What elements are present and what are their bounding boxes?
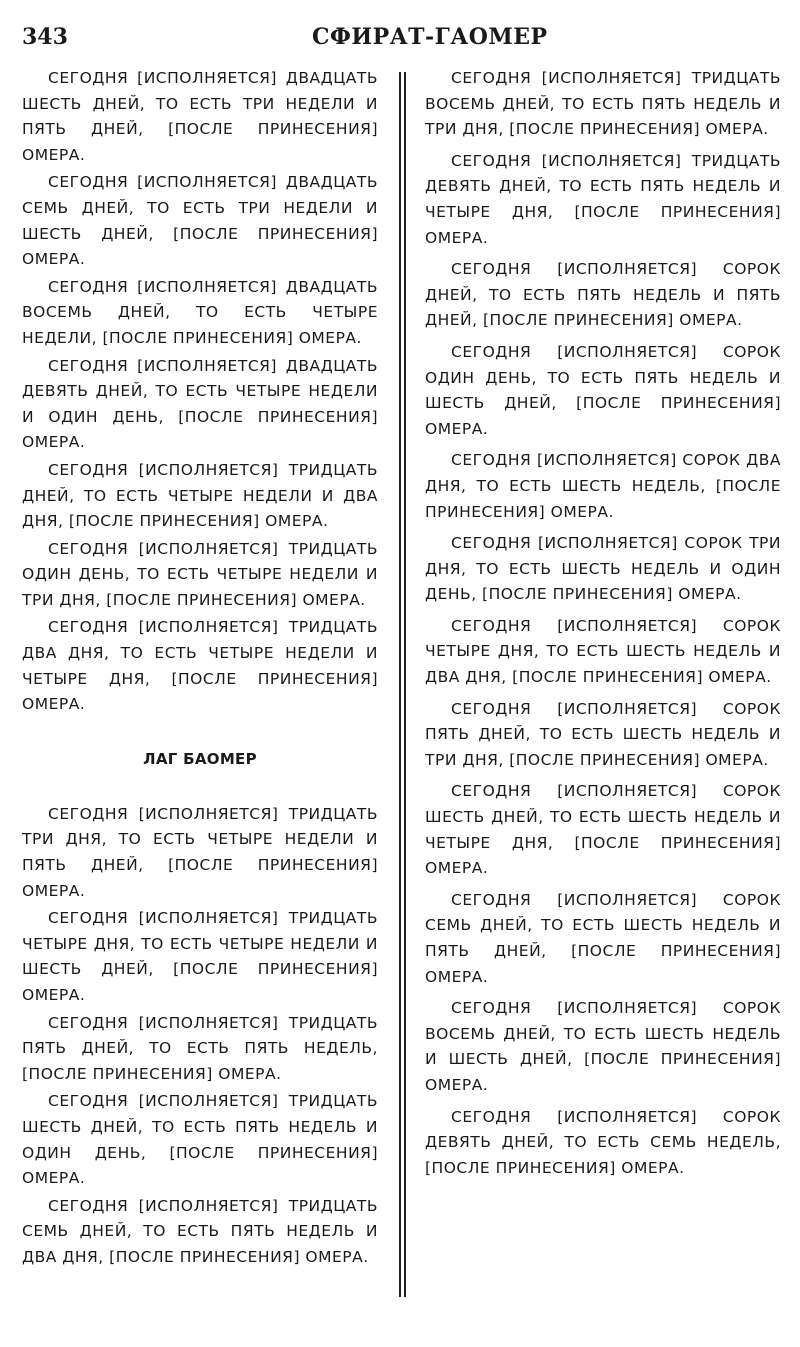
count-paragraph: СЕГОДНЯ [ИСПОЛНЯЕТСЯ] ТРИДЦАТЬ СЕМЬ ДНЕЙ, ТО ЕСТЬ ПЯТЬ НЕДЕЛЬ И ДВА ДНЯ, [ПОСЛЕ ПРИНЕСЕНИЯ] ОМЕРА. — [22, 1196, 378, 1266]
count-paragraph: СЕГОДНЯ [ИСПОЛНЯЕТСЯ] ТРИДЦАТЬ ДНЕЙ, ТО ЕСТЬ ЧЕТЫРЕ НЕДЕЛИ И ДВА ДНЯ, [ПОСЛЕ ПРИНЕСЕНИЯ] ОМЕРА. — [22, 460, 378, 531]
count-paragraph: СЕГОДНЯ [ИСПОЛНЯЕТСЯ] СОРОК ДВА ДНЯ, ТО ЕСТЬ ШЕСТЬ НЕДЕЛЬ, [ПОСЛЕ ПРИНЕСЕНИЯ] ОМЕРА. — [425, 451, 781, 521]
count-paragraph: СЕГОДНЯ [ИСПОЛНЯЕТСЯ] СОРОК ДНЕЙ, ТО ЕСТЬ ПЯТЬ НЕДЕЛЬ И ПЯТЬ ДНЕЙ, [ПОСЛЕ ПРИНЕСЕНИЯ] ОМЕРА. — [425, 260, 781, 330]
running-title: СФИРАТ-ГАОМЕР — [312, 24, 548, 50]
count-paragraph: СЕГОДНЯ [ИСПОЛНЯЕТСЯ] СОРОК ДЕВЯТЬ ДНЕЙ, ТО ЕСТЬ СЕМЬ НЕДЕЛЬ, [ПОСЛЕ ПРИНЕСЕНИЯ] ОМЕРА. — [425, 1107, 781, 1177]
count-paragraph: СЕГОДНЯ [ИСПОЛНЯЕТСЯ] ТРИДЦАТЬ ДВА ДНЯ, ТО ЕСТЬ ЧЕТЫРЕ НЕДЕЛИ И ЧЕТЫРЕ ДНЯ, [ПОСЛЕ ПРИНЕСЕНИЯ] ОМЕРА. — [22, 618, 378, 714]
count-paragraph: СЕГОДНЯ [ИСПОЛНЯЕТСЯ] СОРОК ТРИ ДНЯ, ТО ЕСТЬ ШЕСТЬ НЕДЕЛЬ И ОДИН ДЕНЬ, [ПОСЛЕ ПРИНЕСЕНИЯ] ОМЕРА. — [425, 534, 781, 604]
count-paragraph: СЕГОДНЯ [ИСПОЛНЯЕТСЯ] ДВАДЦАТЬ ВОСЕМЬ ДНЕЙ, ТО ЕСТЬ ЧЕТЫРЕ НЕДЕЛИ, [ПОСЛЕ ПРИНЕСЕНИЯ] ОМЕРА. — [22, 277, 378, 347]
count-paragraph: СЕГОДНЯ [ИСПОЛНЯЕТСЯ] СОРОК ЧЕТЫРЕ ДНЯ, ТО ЕСТЬ ШЕСТЬ НЕДЕЛЬ И ДВА ДНЯ, [ПОСЛЕ ПРИНЕСЕНИЯ] ОМЕРА. — [425, 616, 781, 687]
count-paragraph: СЕГОДНЯ [ИСПОЛНЯЕТСЯ] СОРОК ОДИН ДЕНЬ, ТО ЕСТЬ ПЯТЬ НЕДЕЛЬ И ШЕСТЬ ДНЕЙ, [ПОСЛЕ ПРИНЕСЕНИЯ] ОМЕРА. — [425, 342, 781, 438]
page-header — [22, 20, 782, 60]
count-paragraph: СЕГОДНЯ [ИСПОЛНЯЕТСЯ] ТРИДЦАТЬ ДЕВЯТЬ ДНЕЙ, ТО ЕСТЬ ПЯТЬ НЕДЕЛЬ И ЧЕТЫРЕ ДНЯ, [ПОСЛЕ ПРИНЕСЕНИЯ] ОМЕРА. — [425, 151, 781, 247]
count-paragraph: СЕГОДНЯ [ИСПОЛНЯЕТСЯ] ТРИДЦАТЬ ТРИ ДНЯ, ТО ЕСТЬ ЧЕТЫРЕ НЕДЕЛИ И ПЯТЬ ДНЕЙ, [ПОСЛЕ ПРИНЕСЕНИЯ] ОМЕРА. — [22, 804, 378, 900]
right-column — [425, 66, 781, 1187]
count-paragraph: СЕГОДНЯ [ИСПОЛНЯЕТСЯ] СОРОК ВОСЕМЬ ДНЕЙ, ТО ЕСТЬ ШЕСТЬ НЕДЕЛЬ И ШЕСТЬ ДНЕЙ, [ПОСЛЕ ПРИНЕСЕНИЯ] ОМЕРА. — [425, 999, 781, 1094]
count-paragraph: СЕГОДНЯ [ИСПОЛНЯЕТСЯ] ТРИДЦАТЬ ВОСЕМЬ ДНЕЙ, ТО ЕСТЬ ПЯТЬ НЕДЕЛЬ И ТРИ ДНЯ, [ПОСЛЕ ПРИНЕСЕНИЯ] ОМЕРА. — [425, 69, 781, 139]
count-paragraph: СЕГОДНЯ [ИСПОЛНЯЕТСЯ] ТРИДЦАТЬ ШЕСТЬ ДНЕЙ, ТО ЕСТЬ ПЯТЬ НЕДЕЛЬ И ОДИН ДЕНЬ, [ПОСЛЕ ПРИНЕСЕНИЯ] ОМЕРА. — [22, 1092, 378, 1188]
column-divider-line — [399, 72, 401, 1297]
section-heading: ЛАГ БАОМЕР — [143, 749, 257, 768]
count-paragraph: СЕГОДНЯ [ИСПОЛНЯЕТСЯ] ДВАДЦАТЬ ДЕВЯТЬ ДНЕЙ, ТО ЕСТЬ ЧЕТЫРЕ НЕДЕЛИ И ОДИН ДЕНЬ, [ПОСЛЕ ПРИНЕСЕНИЯ] ОМЕРА. — [22, 356, 378, 452]
count-paragraph: СЕГОДНЯ [ИСПОЛНЯЕТСЯ] ТРИДЦАТЬ ОДИН ДЕНЬ, ТО ЕСТЬ ЧЕТЫРЕ НЕДЕЛИ И ТРИ ДНЯ, [ПОСЛЕ ПРИНЕСЕНИЯ] ОМЕРА. — [22, 539, 378, 609]
count-paragraph: СЕГОДНЯ [ИСПОЛНЯЕТСЯ] СОРОК ШЕСТЬ ДНЕЙ, ТО ЕСТЬ ШЕСТЬ НЕДЕЛЬ И ЧЕТЫРЕ ДНЯ, [ПОСЛЕ ПРИНЕСЕНИЯ] ОМЕРА. — [425, 782, 781, 878]
count-paragraph: СЕГОДНЯ [ИСПОЛНЯЕТСЯ] СОРОК ПЯТЬ ДНЕЙ, ТО ЕСТЬ ШЕСТЬ НЕДЕЛЬ И ТРИ ДНЯ, [ПОСЛЕ ПРИНЕСЕНИЯ] ОМЕРА. — [425, 699, 781, 769]
count-paragraph: СЕГОДНЯ [ИСПОЛНЯЕТСЯ] ТРИДЦАТЬ ПЯТЬ ДНЕЙ, ТО ЕСТЬ ПЯТЬ НЕДЕЛЬ, [ПОСЛЕ ПРИНЕСЕНИЯ] ОМЕРА. — [22, 1013, 378, 1083]
count-paragraph: СЕГОДНЯ [ИСПОЛНЯЕТСЯ] ДВАДЦАТЬ ШЕСТЬ ДНЕЙ, ТО ЕСТЬ ТРИ НЕДЕЛИ И ПЯТЬ ДНЕЙ, [ПОСЛЕ ПРИНЕСЕНИЯ] ОМЕРА. — [22, 69, 378, 164]
left-column — [22, 66, 378, 1273]
page-number: 343 — [22, 24, 68, 50]
count-paragraph: СЕГОДНЯ [ИСПОЛНЯЕТСЯ] ТРИДЦАТЬ ЧЕТЫРЕ ДНЯ, ТО ЕСТЬ ЧЕТЫРЕ НЕДЕЛИ И ШЕСТЬ ДНЕЙ, [ПОСЛЕ ПРИНЕСЕНИЯ] ОМЕРА. — [22, 909, 378, 1004]
column-divider-line — [404, 72, 406, 1297]
count-paragraph: СЕГОДНЯ [ИСПОЛНЯЕТСЯ] ДВАДЦАТЬ СЕМЬ ДНЕЙ, ТО ЕСТЬ ТРИ НЕДЕЛИ И ШЕСТЬ ДНЕЙ, [ПОСЛЕ ПРИНЕСЕНИЯ] ОМЕРА. — [22, 173, 378, 269]
count-paragraph: СЕГОДНЯ [ИСПОЛНЯЕТСЯ] СОРОК СЕМЬ ДНЕЙ, ТО ЕСТЬ ШЕСТЬ НЕДЕЛЬ И ПЯТЬ ДНЕЙ, [ПОСЛЕ ПРИНЕСЕНИЯ] ОМЕРА. — [425, 890, 781, 986]
